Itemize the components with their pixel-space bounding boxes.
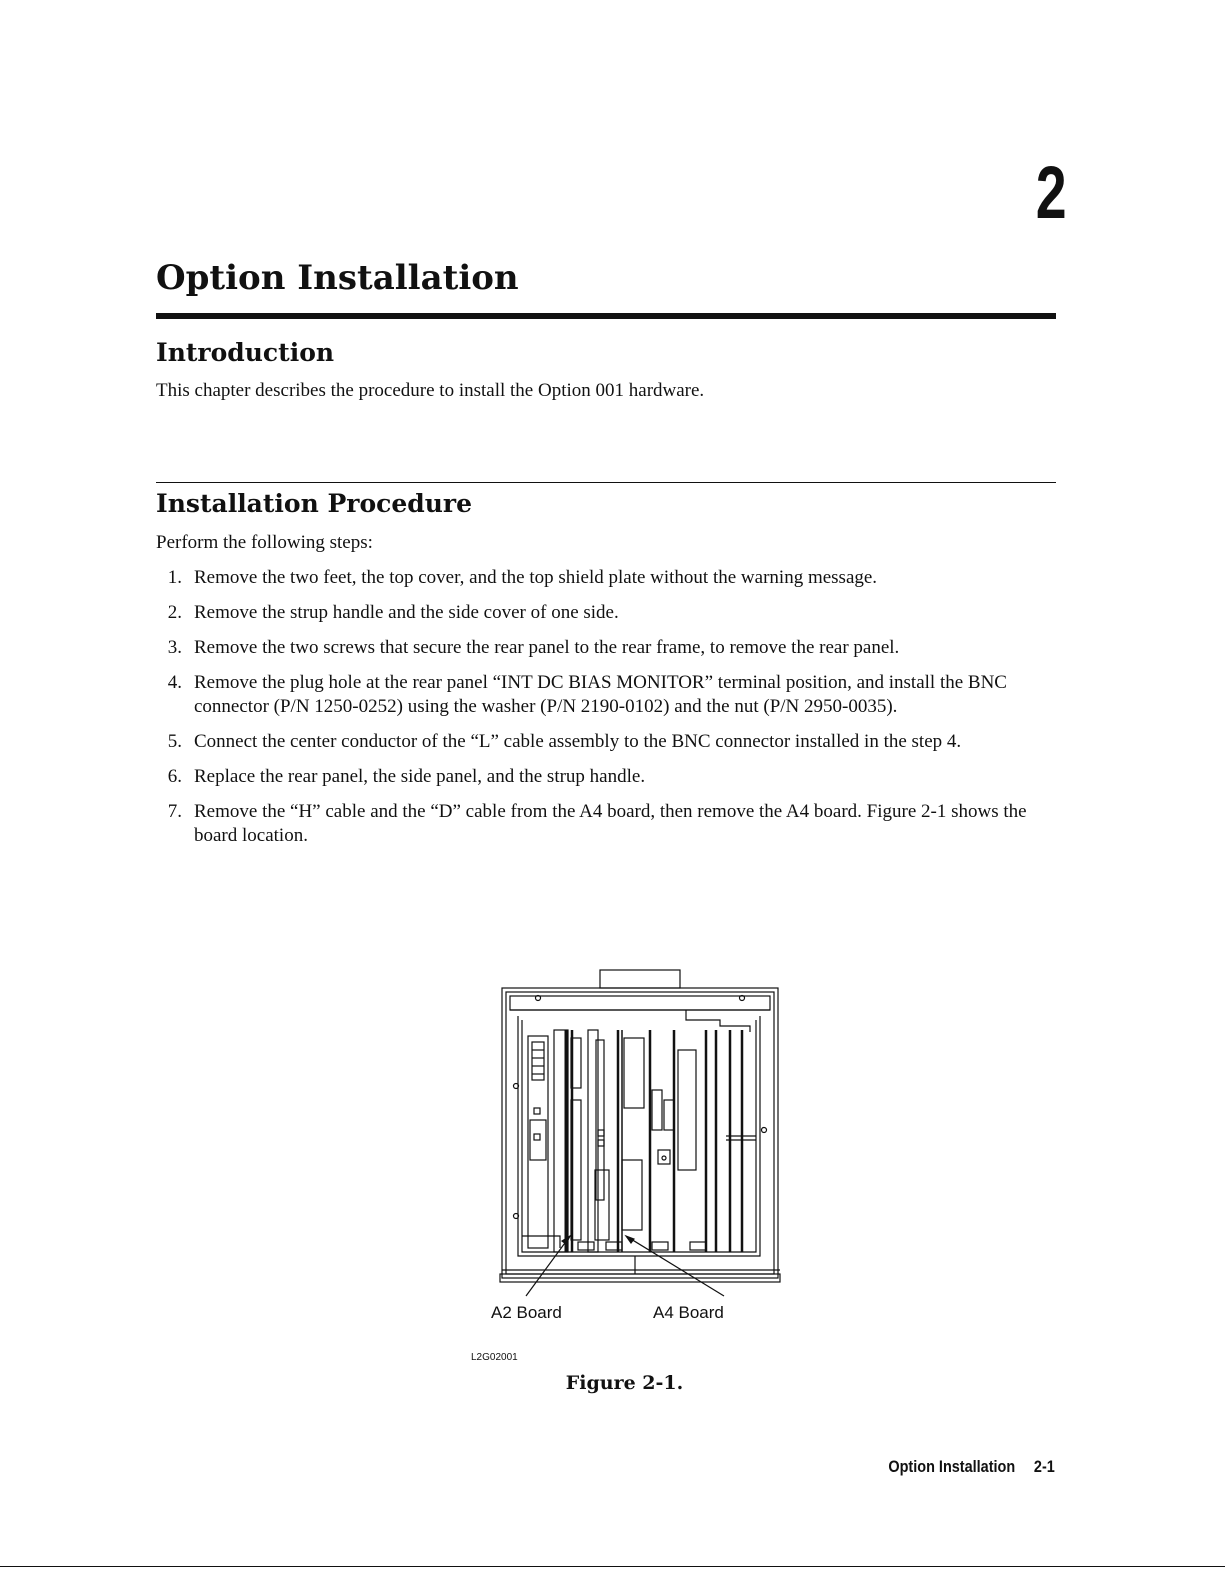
step-number: 7. xyxy=(167,801,182,822)
figure-caption: Figure 2-1. xyxy=(565,1372,684,1394)
step-text: Remove the “H” cable and the “D” cable from the A4 board, then remove the A4 board. Figure 2-1 shows the board location. xyxy=(194,801,1027,846)
step-item xyxy=(156,636,1056,660)
step-text: Remove the two feet, the top cover, and the top shield plate without the warning message. xyxy=(194,567,878,588)
chapter-title-rule xyxy=(156,313,1056,319)
page-number: 2-1 xyxy=(1034,1457,1055,1476)
procedure-lead: Perform the following steps: xyxy=(156,532,373,553)
step-number: 1. xyxy=(167,567,182,588)
section-divider xyxy=(156,482,1056,483)
a2-board-label: A2 Board xyxy=(491,1303,562,1322)
step-number: 3. xyxy=(167,637,182,658)
step-item xyxy=(156,730,1056,754)
step-item xyxy=(156,566,1056,590)
step-text: Remove the two screws that secure the rear panel to the rear frame, to remove the rear panel. xyxy=(194,637,900,658)
chapter-title: Option Installation xyxy=(156,258,519,298)
step-text: Connect the center conductor of the “L” cable assembly to the BNC connector installed in the step 4. xyxy=(194,731,962,752)
step-item xyxy=(156,671,1056,719)
step-text: Remove the plug hole at the rear panel “INT DC BIAS MONITOR” terminal position, and install the BNC connector (P/N 1250-0252) using the washer (P/N 2190-0102) and the nut (P/N 2950-0035). xyxy=(194,672,1007,717)
step-text: Remove the strup handle and the side cover of one side. xyxy=(194,602,619,623)
step-item xyxy=(156,765,1056,789)
step-number: 2. xyxy=(167,602,182,623)
a4-board-label: A4 Board xyxy=(653,1303,724,1322)
procedure-steps xyxy=(156,566,1056,859)
introduction-heading: Introduction xyxy=(156,338,335,367)
drawing-id: L2G02001 xyxy=(471,1352,518,1363)
introduction-text: This chapter describes the procedure to install the Option 001 hardware. xyxy=(156,380,705,401)
step-number: 5. xyxy=(167,731,182,752)
chapter-number: 2 xyxy=(1035,151,1065,234)
board-location-figure xyxy=(460,960,800,1370)
step-number: 4. xyxy=(167,672,182,693)
step-item xyxy=(156,800,1056,848)
bottom-rule xyxy=(0,1566,1225,1567)
page-footer xyxy=(889,1457,1055,1477)
procedure-heading: Installation Procedure xyxy=(156,489,472,518)
footer-section-title: Option Installation xyxy=(888,1457,1016,1476)
step-item xyxy=(156,601,1056,625)
step-text: Replace the rear panel, the side panel, and the strup handle. xyxy=(194,766,646,787)
step-number: 6. xyxy=(167,766,182,787)
